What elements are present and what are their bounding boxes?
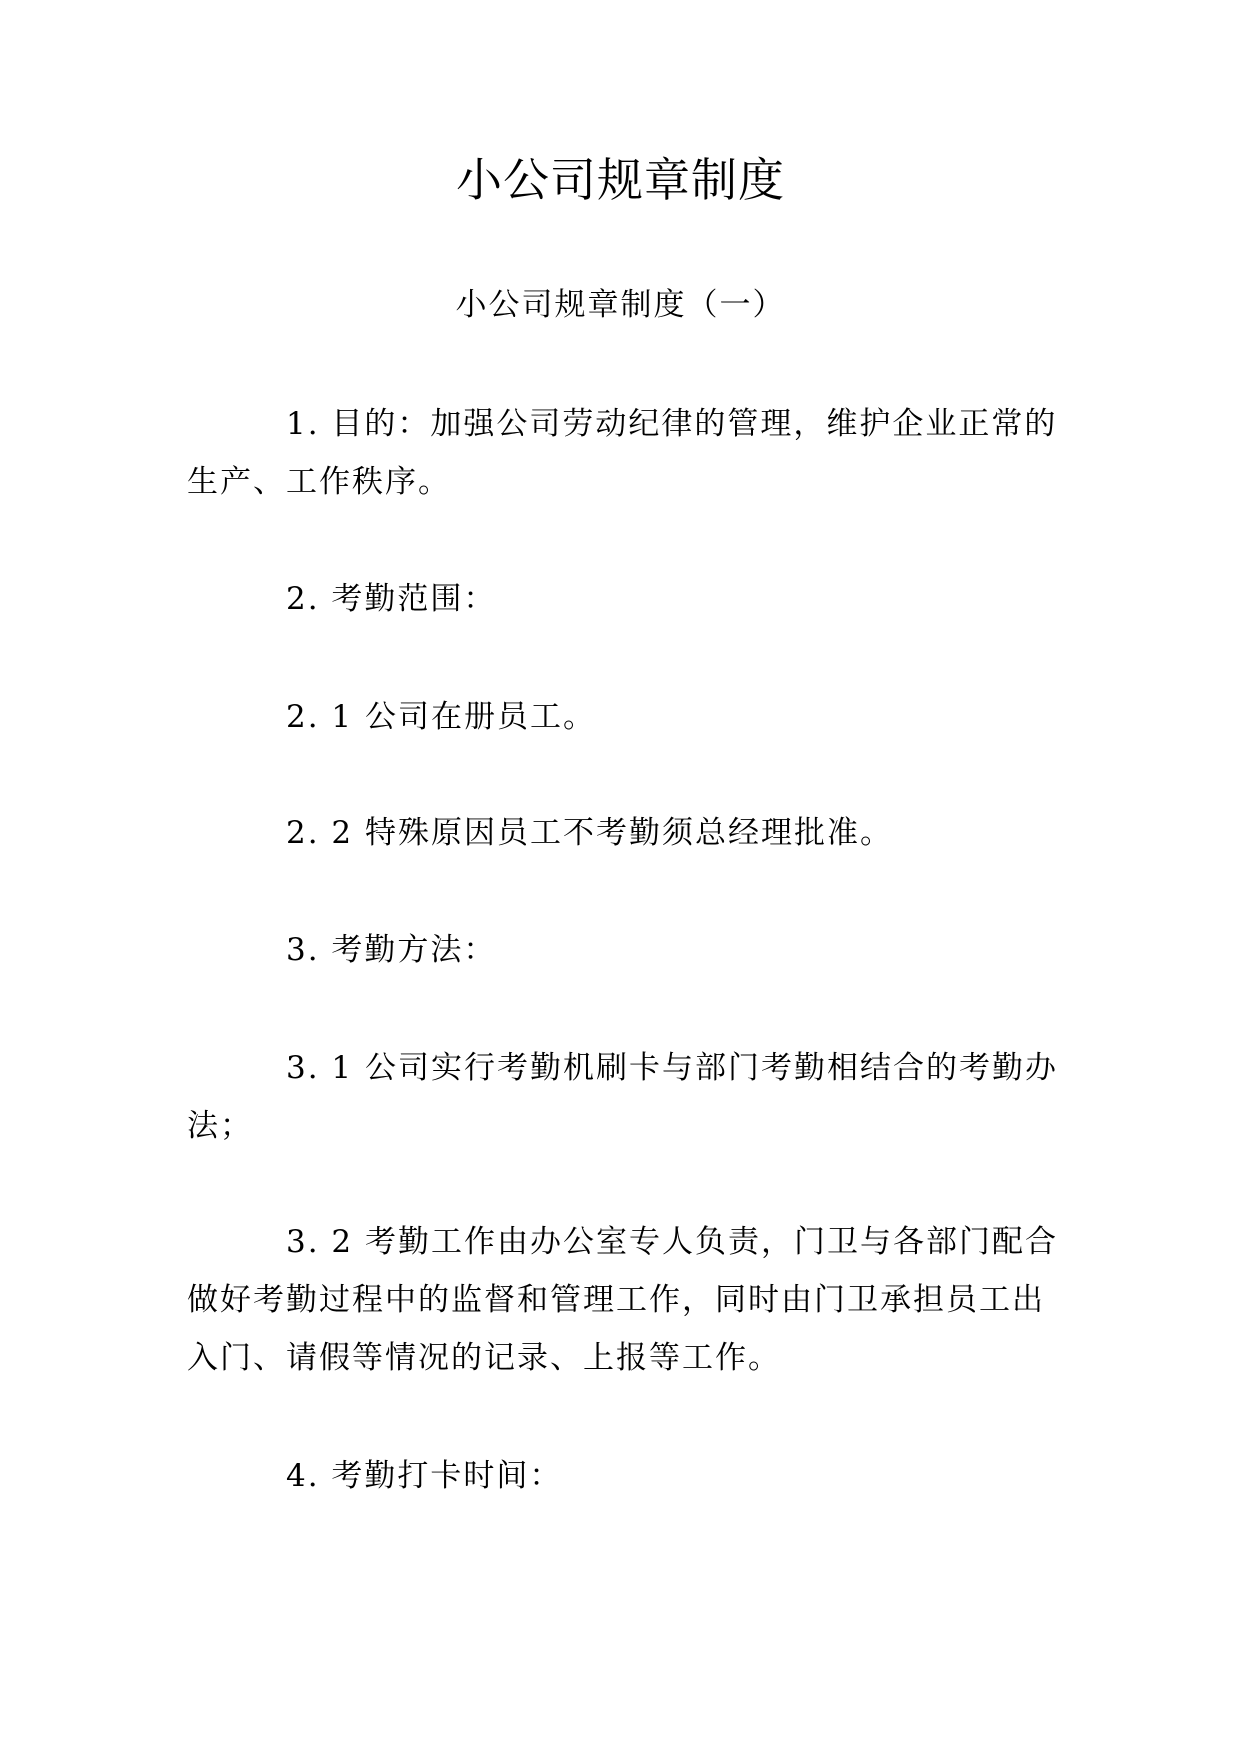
paragraph-attendance-method: 3. 考勤方法：: [286, 932, 497, 968]
paragraph-method-responsibility: 3. 2 考勤工作由办公室专人负责，门卫与各部门配合做好考勤过程中的监督和管理工作，同时由门卫承担员工出入门、请假等情况的记录、上报等工作。: [187, 1224, 1059, 1376]
paragraph-purpose: 1. 目的：加强公司劳动纪律的管理，维护企业正常的生产、工作秩序。: [187, 406, 1058, 500]
paragraph-attendance-scope: 2. 考勤范围：: [286, 581, 497, 617]
paragraph-clock-in-time: 4. 考勤打卡时间：: [286, 1458, 563, 1494]
document-title: 小公司规章制度: [456, 153, 785, 207]
paragraph-method-card-swipe: 3. 1 公司实行考勤机刷卡与部门考勤相结合的考勤办法；: [187, 1050, 1059, 1144]
paragraph-scope-registered-staff: 2. 1 公司在册员工。: [286, 699, 597, 735]
paragraph-scope-exemption: 2. 2 特殊原因员工不考勤须总经理批准。: [286, 815, 894, 851]
document-subtitle: 小公司规章制度（一）: [455, 287, 786, 323]
